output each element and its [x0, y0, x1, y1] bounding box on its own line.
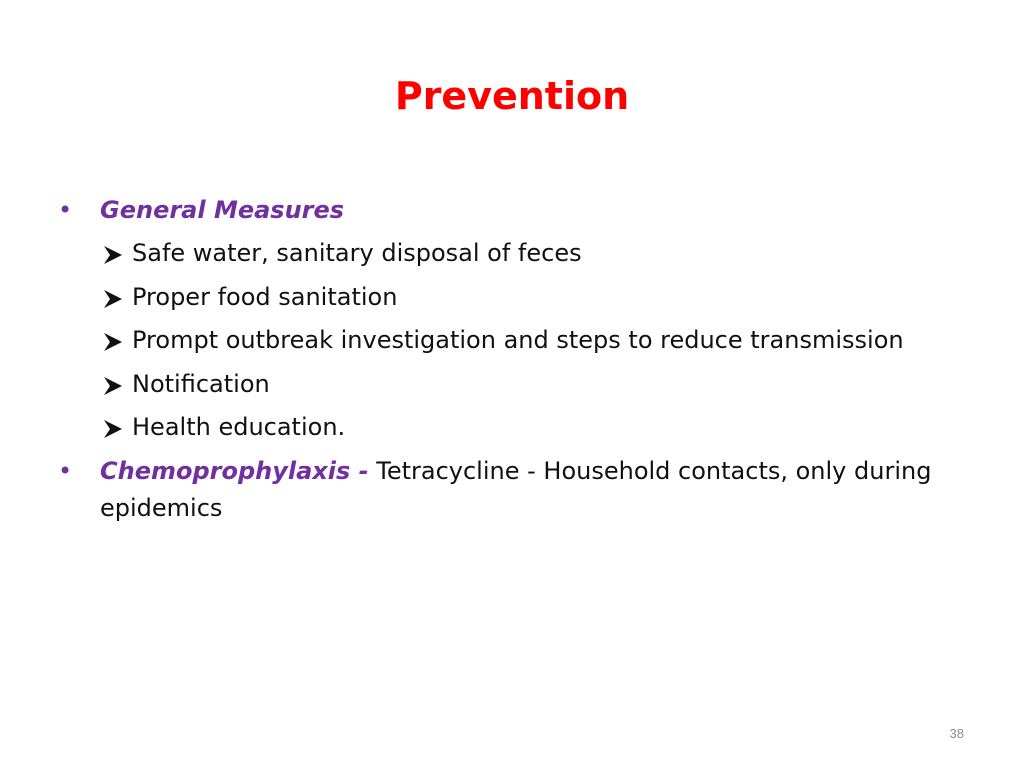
- bullet-heading: Chemoprophylaxis -: [100, 456, 369, 485]
- sub-item: [102, 409, 978, 446]
- bullet-dot-icon: •: [58, 196, 73, 224]
- sub-item: [102, 366, 978, 403]
- sub-item-text: Prompt outbreak investigation and steps to reduce transmission: [132, 326, 904, 354]
- bullet-heading: General Measures: [100, 196, 345, 224]
- bullet-dot-icon: •: [58, 456, 73, 485]
- sub-item-text: Safe water, sanitary disposal of feces: [132, 239, 582, 267]
- sub-item: [102, 235, 978, 272]
- bullet-chemoprophylaxis: [58, 453, 978, 527]
- arrowhead-icon: [102, 244, 124, 266]
- slide-number: 38: [949, 726, 964, 741]
- sub-item-text: Health education.: [132, 413, 346, 441]
- arrowhead-icon: [102, 418, 124, 440]
- bullet-text: Tetracycline - Household contacts, only during epidemics: [100, 456, 932, 522]
- sub-item-text: Notification: [132, 369, 270, 398]
- arrowhead-icon: [102, 375, 124, 397]
- arrowhead-icon: [102, 331, 124, 353]
- sub-item: [102, 279, 978, 316]
- sub-item-text: Proper food sanitation: [132, 282, 398, 311]
- slide-title: Prevention: [394, 74, 630, 118]
- arrowhead-icon: [102, 288, 124, 310]
- bullet-general-measures: [58, 192, 978, 229]
- sub-list: [102, 235, 978, 446]
- slide-content: [58, 192, 978, 533]
- sub-item: [102, 322, 978, 359]
